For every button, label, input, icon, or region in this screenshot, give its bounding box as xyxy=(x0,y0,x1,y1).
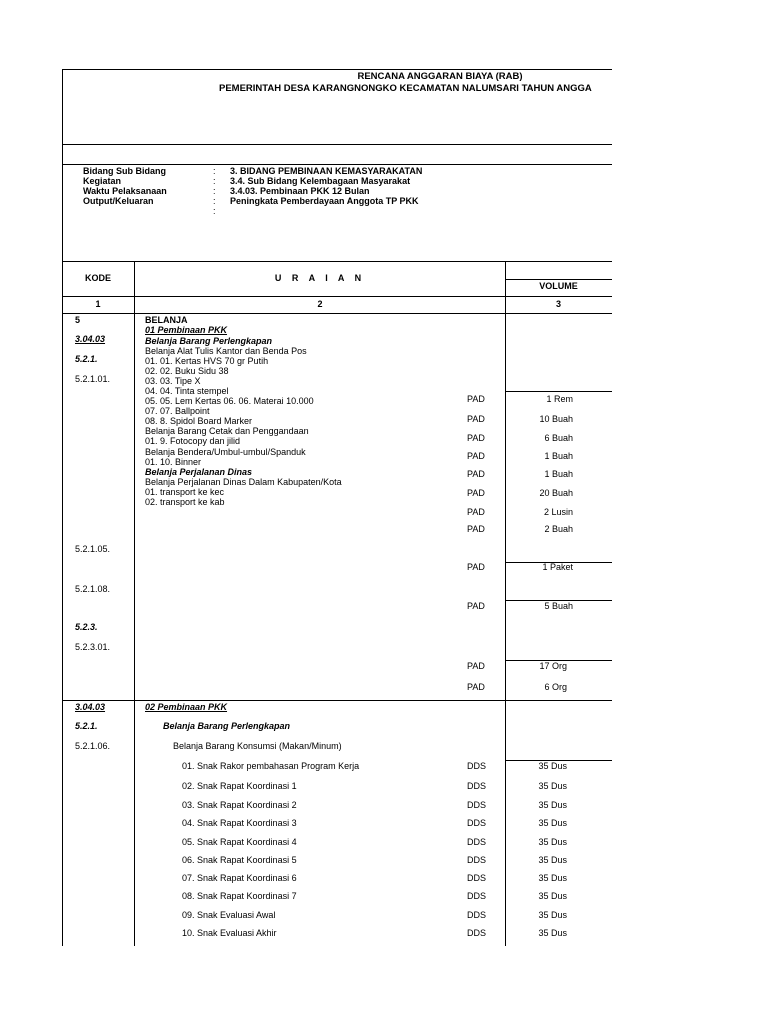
sumber-cell: PAD xyxy=(467,661,485,671)
volume-cell: 1 Buah xyxy=(544,451,573,461)
uraian-group: Belanja Perjalanan Dinas xyxy=(145,467,253,477)
list-item-volume: 35 Dus xyxy=(538,818,567,828)
uraian-column-left-border xyxy=(134,261,135,946)
list-item-volume: 35 Dus xyxy=(538,928,567,938)
column-header-volume: VOLUME xyxy=(539,281,578,291)
volume-cell: 17 Org xyxy=(539,661,567,671)
uraian-activity: 02 Pembinaan PKK xyxy=(145,702,228,712)
list-item-sumber: DDS xyxy=(467,800,487,810)
kode-cell: 5.2.1.05. xyxy=(75,544,111,554)
uraian-item: 02. transport ke kab xyxy=(145,497,225,507)
list-item-volume: 35 Dus xyxy=(538,781,567,791)
kode-cell: 5.2.3.01. xyxy=(75,642,111,652)
uraian-item: Belanja Barang Cetak dan Penggandaan xyxy=(145,426,309,436)
info-colon: : xyxy=(213,206,216,216)
list-item-label: 01. Snak Rakor pembahasan Program Kerja xyxy=(182,761,360,771)
uraian-heading: BELANJA xyxy=(145,315,188,325)
kode-cell: 5.2.1. xyxy=(75,354,98,364)
uraian-activity: 01 Pembinaan PKK xyxy=(145,325,228,335)
info-value-waktu: 3.4.03. Pembinaan PKK 12 Bulan xyxy=(230,186,370,196)
sumber-cell: PAD xyxy=(467,524,485,534)
list-item-volume: 35 Dus xyxy=(538,761,567,771)
volume-cell: 20 Buah xyxy=(539,488,573,498)
list-item-sumber: DDS xyxy=(467,818,487,828)
kode-cell: 5.2.1. xyxy=(75,721,98,731)
info-value-bidang: 3. BIDANG PEMBINAAN KEMASYARAKATAN xyxy=(230,166,423,176)
info-value-kegiatan: 3.4. Sub Bidang Kelembagaan Masyarakat xyxy=(230,176,411,186)
sumber-cell: PAD xyxy=(467,488,485,498)
sumber-cell: PAD xyxy=(467,451,485,461)
uraian-item: 05. 05. Lem Kertas 06. 06. Materai 10.000 xyxy=(145,396,314,406)
uraian-item: Belanja Bendera/Umbul-umbul/Spanduk xyxy=(145,447,306,457)
volume-cell: 10 Buah xyxy=(539,414,573,424)
column-number-3: 3 xyxy=(555,299,561,309)
volume-cell: 2 Buah xyxy=(544,524,573,534)
info-colon: : xyxy=(213,196,216,206)
info-value-output: Peningkata Pemberdayaan Anggota TP PKK xyxy=(230,196,419,206)
volume-cell: 2 Lusin xyxy=(543,507,573,517)
uraian-item: 03. 03. Tipe X xyxy=(145,376,201,386)
divider-2 xyxy=(62,164,612,165)
list-item-label: 05. Snak Rapat Koordinasi 4 xyxy=(182,837,297,847)
kode-cell: 5.2.1.01. xyxy=(75,374,111,384)
list-item-volume: 35 Dus xyxy=(538,855,567,865)
list-item-sumber: DDS xyxy=(467,781,487,791)
kode-cell: 3.04.03 xyxy=(75,702,106,712)
uraian-item: 01. 10. Binner xyxy=(145,457,202,467)
kode-cell: 5.2.1.08. xyxy=(75,584,111,594)
list-item-label: 08. Snak Rapat Koordinasi 7 xyxy=(182,891,297,901)
list-item-label: 02. Snak Rapat Koordinasi 1 xyxy=(182,781,297,791)
uraian-item: 01. 01. Kertas HVS 70 gr Putih xyxy=(145,356,269,366)
sumber-cell: PAD xyxy=(467,433,485,443)
sumber-cell: PAD xyxy=(467,507,485,517)
volume-cell: 5 Buah xyxy=(544,601,573,611)
info-colon: : xyxy=(213,166,216,176)
list-item-volume: 35 Dus xyxy=(538,910,567,920)
uraian-item: Belanja Barang Konsumsi (Makan/Minum) xyxy=(173,741,342,751)
sumber-cell: PAD xyxy=(467,394,485,404)
volume-cell-border xyxy=(505,391,612,392)
document-title: RENCANA ANGGARAN BIAYA (RAB) xyxy=(357,71,523,82)
column-numbers-top-border xyxy=(62,296,612,297)
uraian-group: Belanja Barang Perlengkapan xyxy=(145,336,273,346)
sumber-cell: PAD xyxy=(467,414,485,424)
list-item-label: 09. Snak Evaluasi Awal xyxy=(182,910,276,920)
list-item-sumber: DDS xyxy=(467,910,487,920)
volume-cell: 6 Buah xyxy=(544,433,573,443)
column-number-2: 2 xyxy=(317,299,323,309)
list-item-sumber: DDS xyxy=(467,891,487,901)
kode-cell: 5 xyxy=(75,315,81,325)
sumber-cell: PAD xyxy=(467,601,485,611)
uraian-item: 04. 04. Tinta stempel xyxy=(145,386,229,396)
info-label-output: Output/Keluaran xyxy=(83,196,154,206)
list-item-label: 07. Snak Rapat Koordinasi 6 xyxy=(182,873,297,883)
frame-left-border xyxy=(62,69,63,946)
volume-cell: 6 Org xyxy=(544,682,567,692)
sumber-cell: PAD xyxy=(467,682,485,692)
info-label-kegiatan: Kegiatan xyxy=(83,176,122,186)
list-item-volume: 35 Dus xyxy=(538,837,567,847)
sumber-cell: PAD xyxy=(467,562,485,572)
uraian-item: 01. transport ke kec xyxy=(145,487,225,497)
info-label-waktu: Waktu Pelaksanaan xyxy=(83,186,167,196)
frame-top-border xyxy=(62,69,612,70)
list-item-sumber: DDS xyxy=(467,873,487,883)
list-item-sumber: DDS xyxy=(467,761,487,771)
list-item-volume: 35 Dus xyxy=(538,891,567,901)
list-item-sumber: DDS xyxy=(467,837,487,847)
kode-cell: 3.04.03 xyxy=(75,334,106,344)
uraian-item: 08. 8. Spidol Board Marker xyxy=(145,416,253,426)
section-divider xyxy=(62,700,612,701)
list-item-label: 03. Snak Rapat Koordinasi 2 xyxy=(182,800,297,810)
sumber-cell: PAD xyxy=(467,469,485,479)
kode-cell: 5.2.1.06. xyxy=(75,741,111,751)
kode-cell: 5.2.3. xyxy=(75,622,98,632)
info-colon: : xyxy=(213,176,216,186)
list-item-sumber: DDS xyxy=(467,855,487,865)
uraian-item: 02. 02. Buku Sidu 38 xyxy=(145,366,229,376)
table-header-top-border xyxy=(62,261,612,262)
column-numbers-bottom-border xyxy=(62,313,612,314)
divider-1 xyxy=(62,144,612,145)
list-item-volume: 35 Dus xyxy=(538,873,567,883)
list-item-label: 10. Snak Evaluasi Akhir xyxy=(182,928,277,938)
document-subtitle: PEMERINTAH DESA KARANGNONGKO KECAMATAN NALUMSARI TAHUN ANGGA xyxy=(219,83,592,94)
list-item-label: 06. Snak Rapat Koordinasi 5 xyxy=(182,855,297,865)
volume-header-border xyxy=(505,279,612,280)
column-header-uraian: U R A I A N xyxy=(274,273,366,283)
info-colon: : xyxy=(213,186,216,196)
uraian-item: 07. 07. Ballpoint xyxy=(145,406,210,416)
volume-cell: 1 Paket xyxy=(542,562,573,572)
uraian-item: Belanja Alat Tulis Kantor dan Benda Pos xyxy=(145,346,307,356)
volume-cell: 1 Rem xyxy=(546,394,573,404)
list-item-volume: 35 Dus xyxy=(538,800,567,810)
uraian-group: Belanja Barang Perlengkapan xyxy=(163,721,291,731)
volume-cell: 1 Buah xyxy=(544,469,573,479)
list-item-label: 04. Snak Rapat Koordinasi 3 xyxy=(182,818,297,828)
uraian-item: Belanja Perjalanan Dinas Dalam Kabupaten/Kota xyxy=(145,477,342,487)
column-header-kode: KODE xyxy=(84,273,111,283)
column-number-1: 1 xyxy=(95,299,101,309)
uraian-item: 01. 9. Fotocopy dan jilid xyxy=(145,436,241,446)
list-item-sumber: DDS xyxy=(467,928,487,938)
info-label-bidang: Bidang Sub Bidang xyxy=(83,166,166,176)
